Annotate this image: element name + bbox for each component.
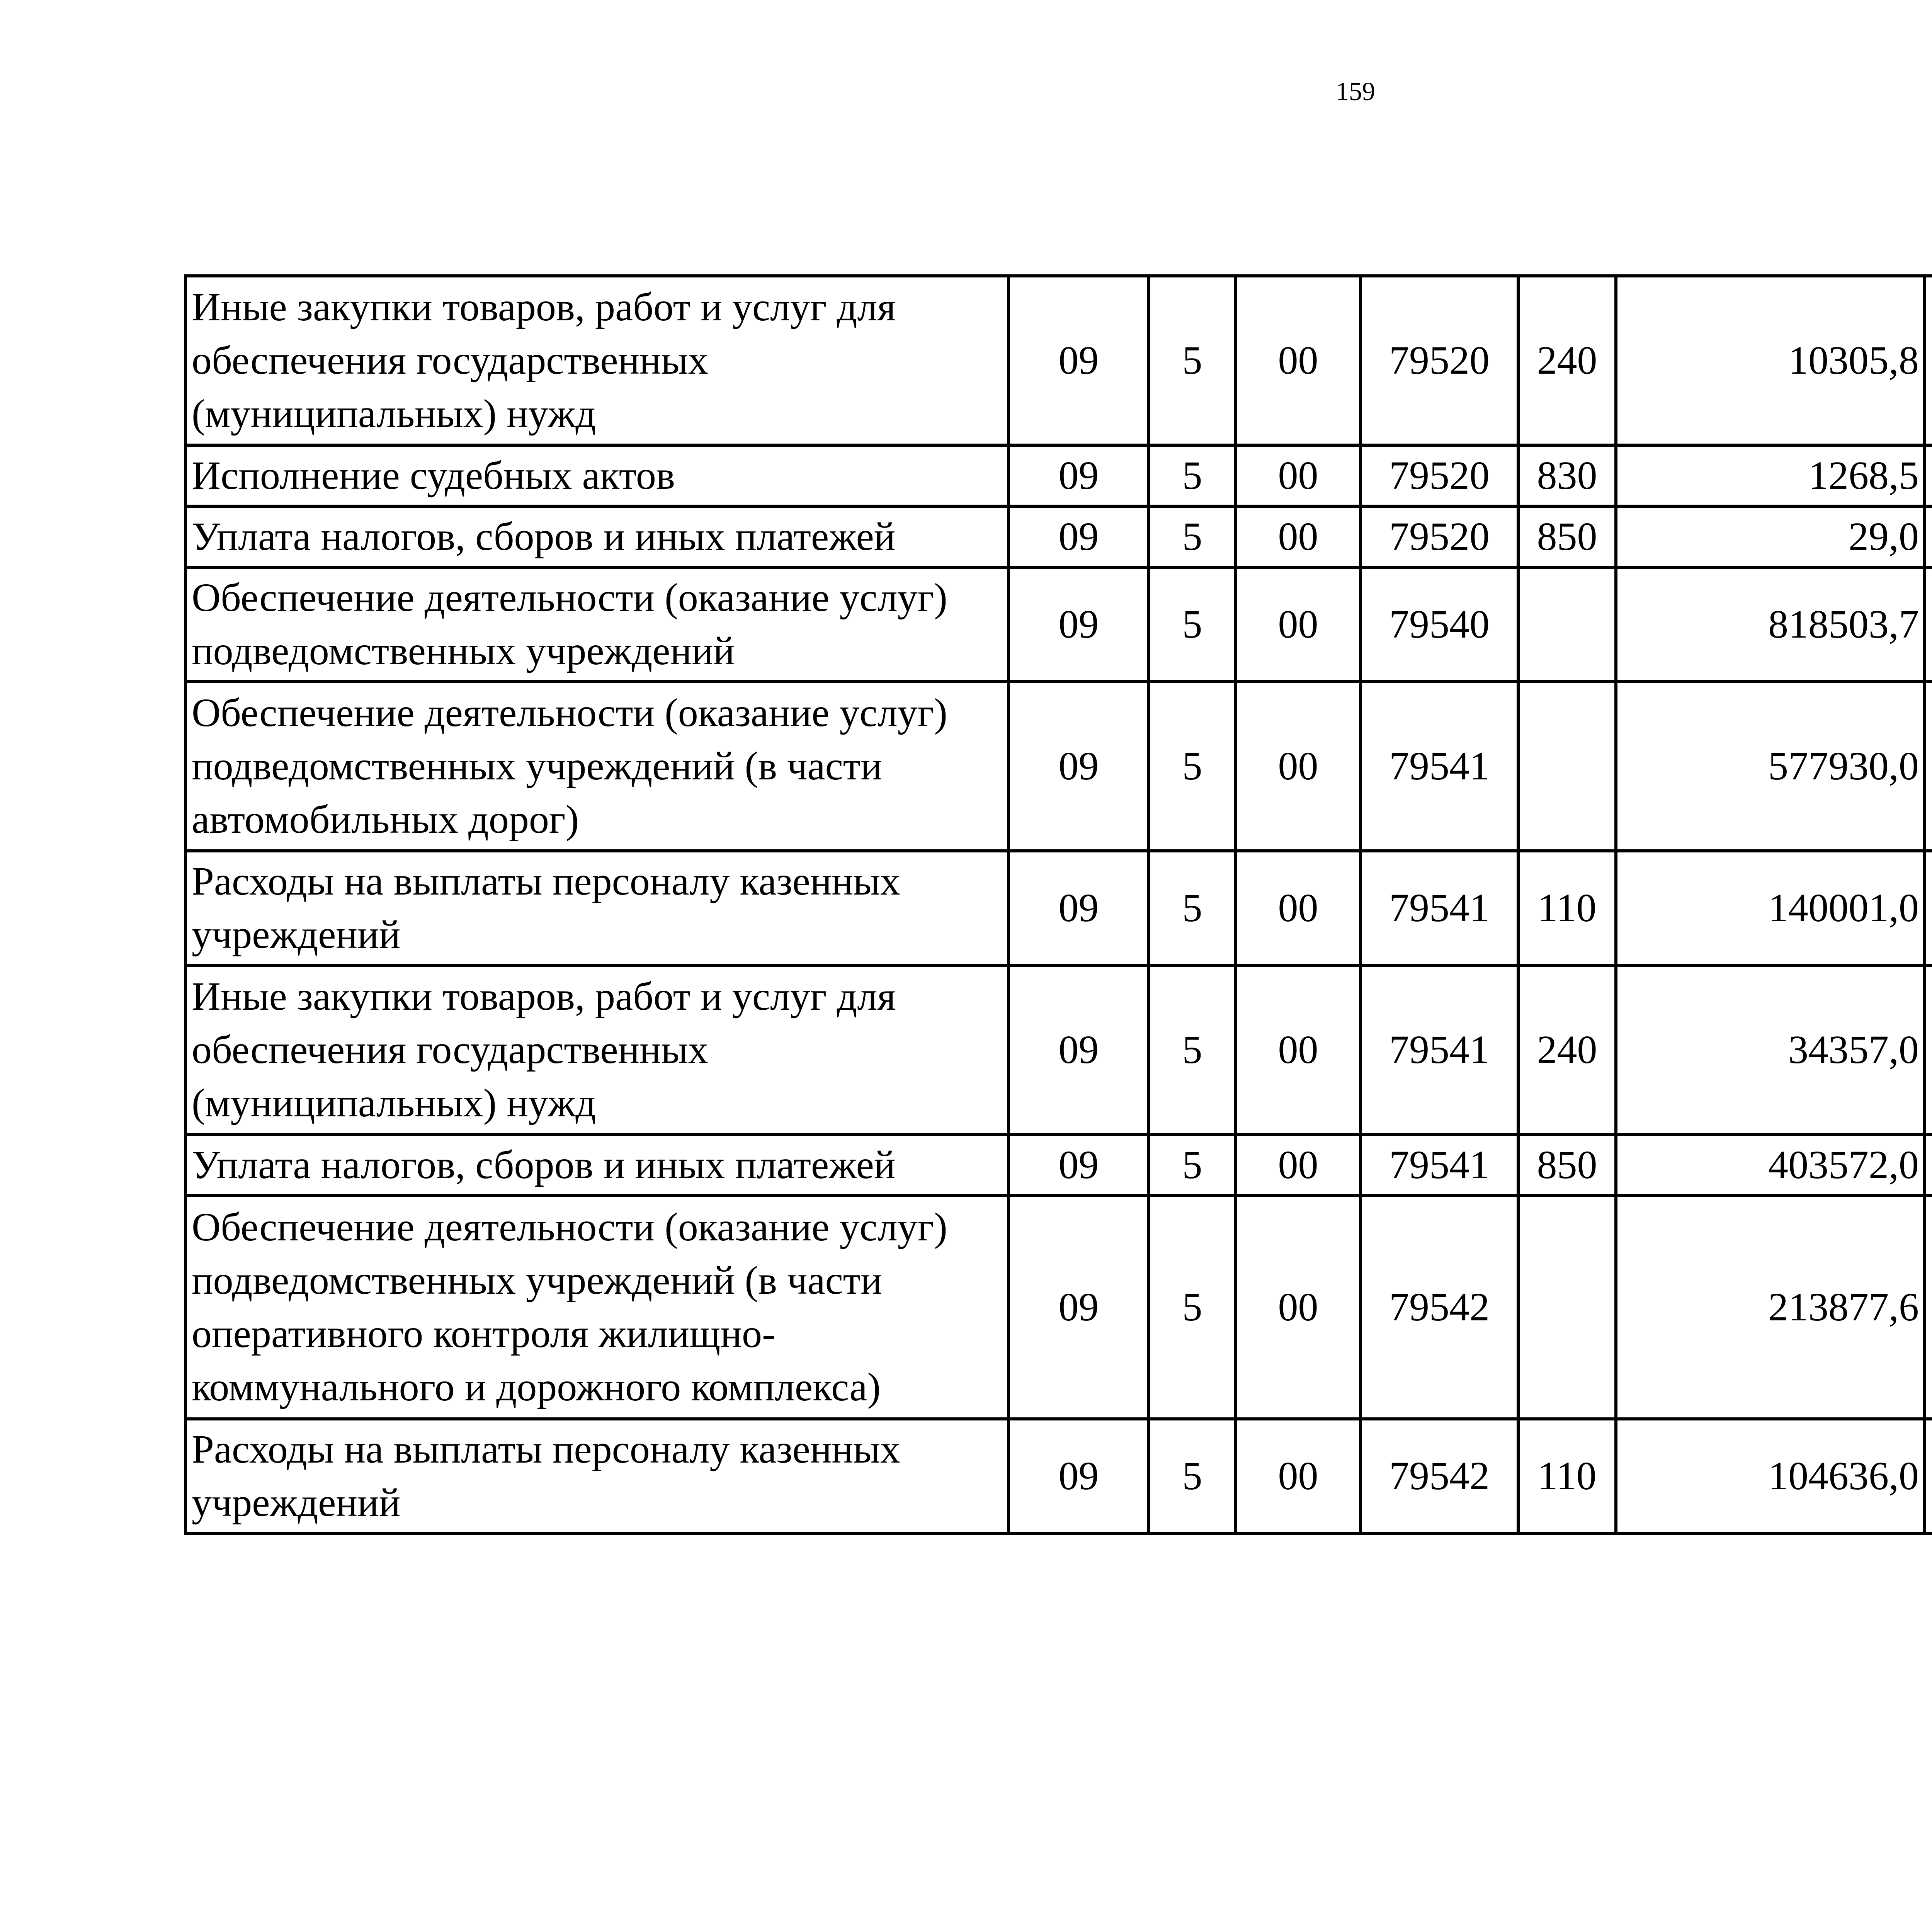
row-name-cell: Обеспечение деятельности (оказание услуг) подведомственных учреждений <box>185 567 1009 682</box>
section-code-cell: 09 <box>1009 276 1149 445</box>
row-name-cell: Обеспечение деятельности (оказание услуг) подведомственных учреждений (в части оперативного контроля жилищно-коммунального и дорожного комплекса) <box>185 1196 1009 1419</box>
amount-cell-1: 34357,0 <box>1616 965 1924 1135</box>
section-code-cell: 09 <box>1009 506 1149 567</box>
target-code-cell: 79540 <box>1361 567 1518 682</box>
section-code-cell: 09 <box>1009 1419 1149 1533</box>
target-code-cell: 79542 <box>1361 1419 1518 1533</box>
expense-type-cell: 240 <box>1518 965 1616 1135</box>
amount-cell-2 <box>1924 445 1932 506</box>
expense-type-cell <box>1518 567 1616 682</box>
subprogram-code-cell: 00 <box>1236 1419 1361 1533</box>
table-row <box>185 567 1932 682</box>
row-name-cell: Иные закупки товаров, работ и услуг для обеспечения государственных (муниципальных) нужд <box>185 276 1009 445</box>
section-code-cell: 09 <box>1009 1196 1149 1419</box>
table-body <box>185 276 1932 1533</box>
subprogram-code-cell: 00 <box>1236 567 1361 682</box>
amount-cell-2 <box>1924 1419 1932 1533</box>
table-row <box>185 506 1932 567</box>
row-name-cell: Обеспечение деятельности (оказание услуг) подведомственных учреждений (в части автомобильных дорог) <box>185 682 1009 851</box>
section-code-cell: 09 <box>1009 851 1149 965</box>
amount-cell-2 <box>1924 851 1932 965</box>
expense-type-cell: 240 <box>1518 276 1616 445</box>
table-row <box>185 1419 1932 1533</box>
page-number: 159 <box>1336 77 1375 106</box>
target-code-cell: 79541 <box>1361 965 1518 1135</box>
subprogram-code-cell: 00 <box>1236 445 1361 506</box>
table-row <box>185 965 1932 1135</box>
section-code-cell: 09 <box>1009 965 1149 1135</box>
table-row <box>185 682 1932 851</box>
subprogram-code-cell: 00 <box>1236 1135 1361 1196</box>
amount-cell-1: 213877,6 <box>1616 1196 1924 1419</box>
program-code-cell: 5 <box>1149 506 1236 567</box>
program-code-cell: 5 <box>1149 276 1236 445</box>
row-name-cell: Расходы на выплаты персоналу казенных учреждений <box>185 851 1009 965</box>
amount-cell-1: 1268,5 <box>1616 445 1924 506</box>
amount-cell-2 <box>1924 567 1932 682</box>
program-code-cell: 5 <box>1149 851 1236 965</box>
target-code-cell: 79541 <box>1361 1135 1518 1196</box>
amount-cell-1: 577930,0 <box>1616 682 1924 851</box>
target-code-cell: 79541 <box>1361 851 1518 965</box>
target-code-cell: 79541 <box>1361 682 1518 851</box>
table-row <box>185 445 1932 506</box>
row-name-cell: Уплата налогов, сборов и иных платежей <box>185 1135 1009 1196</box>
amount-cell-1: 403572,0 <box>1616 1135 1924 1196</box>
target-code-cell: 79520 <box>1361 445 1518 506</box>
row-name-cell: Иные закупки товаров, работ и услуг для обеспечения государственных (муниципальных) нужд <box>185 965 1009 1135</box>
budget-table <box>184 274 1932 1535</box>
amount-cell-1: 104636,0 <box>1616 1419 1924 1533</box>
program-code-cell: 5 <box>1149 1135 1236 1196</box>
subprogram-code-cell: 00 <box>1236 682 1361 851</box>
subprogram-code-cell: 00 <box>1236 1196 1361 1419</box>
amount-cell-1: 818503,7 <box>1616 567 1924 682</box>
table-row <box>185 276 1932 445</box>
section-code-cell: 09 <box>1009 682 1149 851</box>
amount-cell-1: 140001,0 <box>1616 851 1924 965</box>
program-code-cell: 5 <box>1149 1196 1236 1419</box>
amount-cell-2 <box>1924 965 1932 1135</box>
program-code-cell: 5 <box>1149 445 1236 506</box>
section-code-cell: 09 <box>1009 567 1149 682</box>
target-code-cell: 79520 <box>1361 506 1518 567</box>
expense-type-cell <box>1518 1196 1616 1419</box>
target-code-cell: 79520 <box>1361 276 1518 445</box>
amount-cell-1: 10305,8 <box>1616 276 1924 445</box>
amount-cell-2 <box>1924 276 1932 445</box>
table-row <box>185 1135 1932 1196</box>
subprogram-code-cell: 00 <box>1236 276 1361 445</box>
amount-cell-1: 29,0 <box>1616 506 1924 567</box>
row-name-cell: Исполнение судебных актов <box>185 445 1009 506</box>
expense-type-cell: 830 <box>1518 445 1616 506</box>
amount-cell-2 <box>1924 682 1932 851</box>
row-name-cell: Уплата налогов, сборов и иных платежей <box>185 506 1009 567</box>
subprogram-code-cell: 00 <box>1236 851 1361 965</box>
program-code-cell: 5 <box>1149 965 1236 1135</box>
expense-type-cell: 110 <box>1518 851 1616 965</box>
program-code-cell: 5 <box>1149 567 1236 682</box>
section-code-cell: 09 <box>1009 1135 1149 1196</box>
expense-type-cell <box>1518 682 1616 851</box>
table-row <box>185 1196 1932 1419</box>
expense-type-cell: 110 <box>1518 1419 1616 1533</box>
amount-cell-2 <box>1924 506 1932 567</box>
expense-type-cell: 850 <box>1518 506 1616 567</box>
program-code-cell: 5 <box>1149 682 1236 851</box>
subprogram-code-cell: 00 <box>1236 506 1361 567</box>
subprogram-code-cell: 00 <box>1236 965 1361 1135</box>
program-code-cell: 5 <box>1149 1419 1236 1533</box>
table-row <box>185 851 1932 965</box>
expense-type-cell: 850 <box>1518 1135 1616 1196</box>
section-code-cell: 09 <box>1009 445 1149 506</box>
amount-cell-2 <box>1924 1196 1932 1419</box>
amount-cell-2 <box>1924 1135 1932 1196</box>
target-code-cell: 79542 <box>1361 1196 1518 1419</box>
row-name-cell: Расходы на выплаты персоналу казенных учреждений <box>185 1419 1009 1533</box>
